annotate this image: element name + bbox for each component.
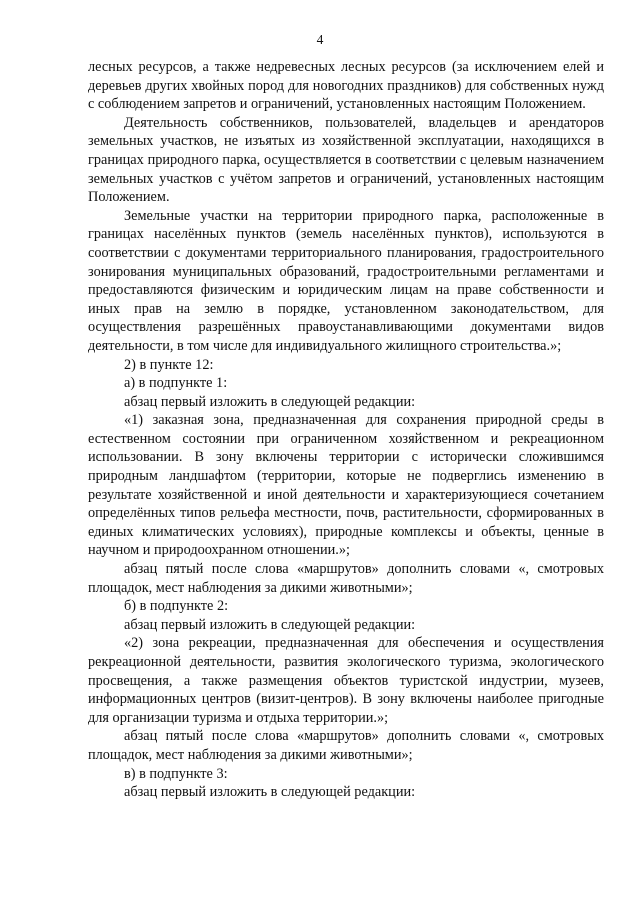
- paragraph: в) в подпункте 3:: [124, 765, 228, 782]
- paragraph: 2) в пункте 12:: [124, 356, 214, 373]
- paragraph: абзац пятый после слова «маршрутов» дополнить словами «, смотровых площадок, мест наблюдения за дикими животными»;: [88, 561, 604, 596]
- paragraph: абзац первый изложить в следующей редакции:: [124, 784, 416, 801]
- paragraph: «2) зона рекреации, предназначенная для обеспечения и осуществления рекреационной деятельности, развития экологического туризма, экологического просвещения, а также размещения объектов туристской индустрии, музеев, информационных центров (визит-центров). В зону включены наиболее пригодные для организации туризма и отдыха территории.»;: [88, 635, 604, 726]
- paragraph: б) в подпункте 2:: [124, 598, 229, 615]
- paragraph: абзац первый изложить в следующей редакции:: [124, 393, 416, 410]
- paragraph: Земельные участки на территории природного парка, расположенные в границах населённых пунктов (земель населённых пунктов), используются в соответствии с документами территориального планирования, градостроительного зонирования муниципальных образований, градостроительными регламентами и предоставляются физическим и юридическим лицам на праве собственности и иных прав на землю в порядке, установленном законодательством, для осуществления разрешённых правоустанавливающими документами видов деятельности, в том числе для индивидуального жилищного строительства.»;: [88, 207, 604, 354]
- paragraph: лесных ресурсов, а также недревесных лесных ресурсов (за исключением елей и деревьев других хвойных пород для новогодних праздников) для собственных нужд с соблюдением запретов и ограничений, установленных настоящим Положением.: [88, 59, 604, 113]
- paragraph: абзац первый изложить в следующей редакции:: [124, 616, 416, 633]
- document-body: [88, 58, 604, 802]
- paragraph: а) в подпункте 1:: [124, 375, 228, 392]
- paragraph: «1) заказная зона, предназначенная для сохранения природной среды в естественном состоянии при ограниченном хозяйственном и рекреационном использовании. В зону включены территории с исторически сложившимся природным ландшафтом (территории, которые не подверглись изменению в результате хозяйственной и иной деятельности и характеризующиеся сочетанием определённых типов рельефа местности, почв, растительности, сформированных в единых климатических условиях), природные комплексы и объекты, ценные в научном и природоохранном отношении.»;: [88, 412, 604, 559]
- paragraph: абзац пятый после слова «маршрутов» дополнить словами «, смотровых площадок, мест наблюдения за дикими животными»;: [88, 728, 604, 763]
- paragraph: Деятельность собственников, пользователей, владельцев и арендаторов земельных участков, не изъятых из хозяйственной эксплуатации, находящихся в границах природного парка, осуществляется в соответствии с целевым назначением земельных участков с учётом запретов и ограничений, установленных настоящим Положением.: [88, 114, 604, 206]
- page-number: 4: [316, 32, 324, 47]
